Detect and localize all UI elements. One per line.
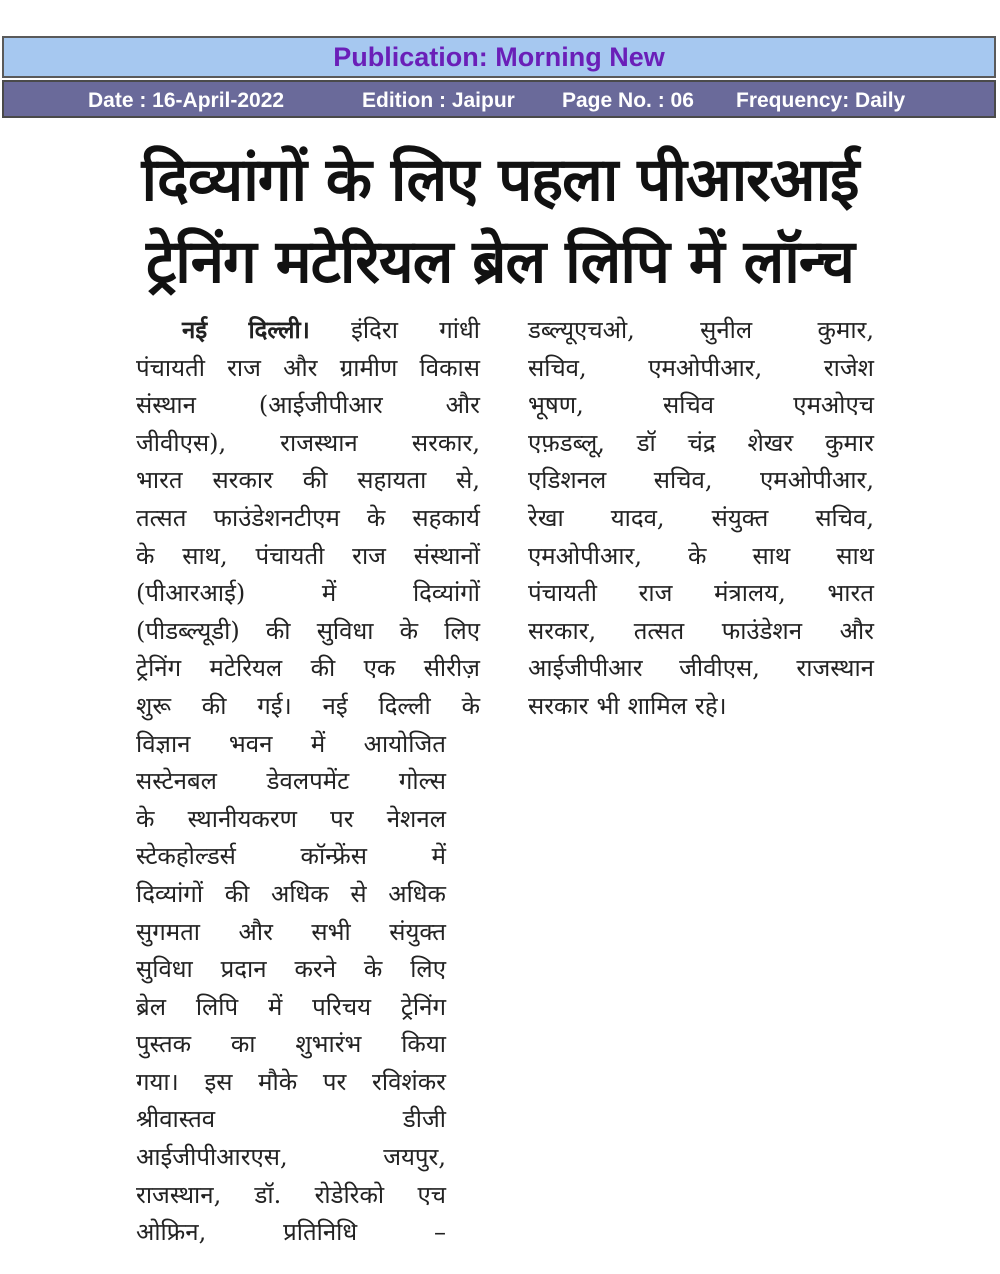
article-text-line: जीवीएस), राजस्थान सरकार, xyxy=(136,428,480,457)
article-text-line: तत्सत फाउंडेशनटीएम के सहकार्य xyxy=(136,503,480,532)
article-text-line: श्रीवास्तव डीजी xyxy=(136,1105,446,1134)
article-text-line: एफ़डब्लू, डॉ चंद्र शेखर कुमार xyxy=(528,428,874,457)
article-text-line: ओफ्रिन, प्रतिनिधि – xyxy=(136,1218,446,1247)
article-text-line: संस्थान (आईजीपीआर और xyxy=(136,391,480,420)
article-text-line: रेखा यादव, संयुक्त सचिव, xyxy=(528,503,874,532)
headline-line-2: ट्रेनिंग मटेरियल ब्रेल लिपि में लॉन्च xyxy=(145,227,855,297)
article-text-line: पंचायती राज और ग्रामीण विकास xyxy=(136,353,480,382)
article-text-line: भारत सरकार की सहायता से, xyxy=(136,466,480,495)
article-text-line: (पीआरआई) में दिव्यांगों xyxy=(136,579,480,608)
page-number-label: Page No. : 06 xyxy=(562,89,694,112)
article-text-line: पुस्तक का शुभारंभ किया xyxy=(136,1030,446,1059)
article-text-line: सरकार, तत्सत फाउंडेशन और xyxy=(528,616,874,645)
article-text-line: दिव्यांगों की अधिक से अधिक xyxy=(136,879,446,908)
article-text-line: गया। इस मौके पर रविशंकर xyxy=(136,1067,446,1096)
article-text-line: विज्ञान भवन में आयोजित xyxy=(136,729,446,758)
article-text-line: सचिव, एमओपीआर, राजेश xyxy=(528,353,874,382)
date-label: Date : 16-April-2022 xyxy=(88,89,285,112)
publication-title: Publication: Morning New xyxy=(333,41,665,72)
article-text-line: ट्रेनिंग मटेरियल की एक सीरीज़ xyxy=(136,654,480,683)
headline-line-1: दिव्यांगों के लिए पहला पीआरआई xyxy=(141,145,859,215)
article-text-line: स्टेकहोल्डर्स कॉन्फ्रेंस में xyxy=(136,842,446,871)
article-text-line: के साथ, पंचायती राज संस्थानों xyxy=(136,541,480,570)
article-text-line: (पीडब्ल्यूडी) की सुविधा के लिए xyxy=(136,616,480,645)
article-text-line: नई दिल्ली। इंदिरा गांधी xyxy=(182,316,480,344)
article-column-2 xyxy=(528,312,874,726)
article-text-line: पंचायती राज मंत्रालय, भारत xyxy=(528,579,874,608)
article-text-line: सुगमता और सभी संयुक्त xyxy=(136,917,446,946)
article-text-line: एमओपीआर, के साथ साथ xyxy=(528,541,874,570)
publication-banner xyxy=(2,36,996,78)
article-text-line: डब्ल्यूएचओ, सुनील कुमार, xyxy=(528,316,874,344)
article-text-line: आईजीपीआर जीवीएस, राजस्थान xyxy=(528,654,874,683)
publication-meta-bar xyxy=(2,80,996,118)
article-text-line: सस्टेनबल डेवलपमेंट गोल्स xyxy=(136,767,446,796)
article-text-line: सुविधा प्रदान करने के लिए xyxy=(136,955,446,984)
article-text-line: सरकार भी शामिल रहे। xyxy=(528,691,727,720)
article-text-line: राजस्थान, डॉ. रोडेरिको एच xyxy=(136,1180,446,1209)
article-text-line: एडिशनल सचिव, एमओपीआर, xyxy=(528,466,874,495)
article-text-line: शुरू की गई। नई दिल्ली के xyxy=(136,691,480,720)
article-text-line: भूषण, सचिव एमओएच xyxy=(528,391,874,420)
article-text-line: आईजीपीआरएस, जयपुर, xyxy=(136,1143,446,1172)
article-column-1 xyxy=(136,312,480,1252)
article-text-line: के स्थानीयकरण पर नेशनल xyxy=(136,804,446,833)
edition-label: Edition : Jaipur xyxy=(362,89,515,112)
frequency-label: Frequency: Daily xyxy=(736,89,906,112)
article-text-line: ब्रेल लिपि में परिचय ट्रेनिंग xyxy=(136,992,446,1021)
